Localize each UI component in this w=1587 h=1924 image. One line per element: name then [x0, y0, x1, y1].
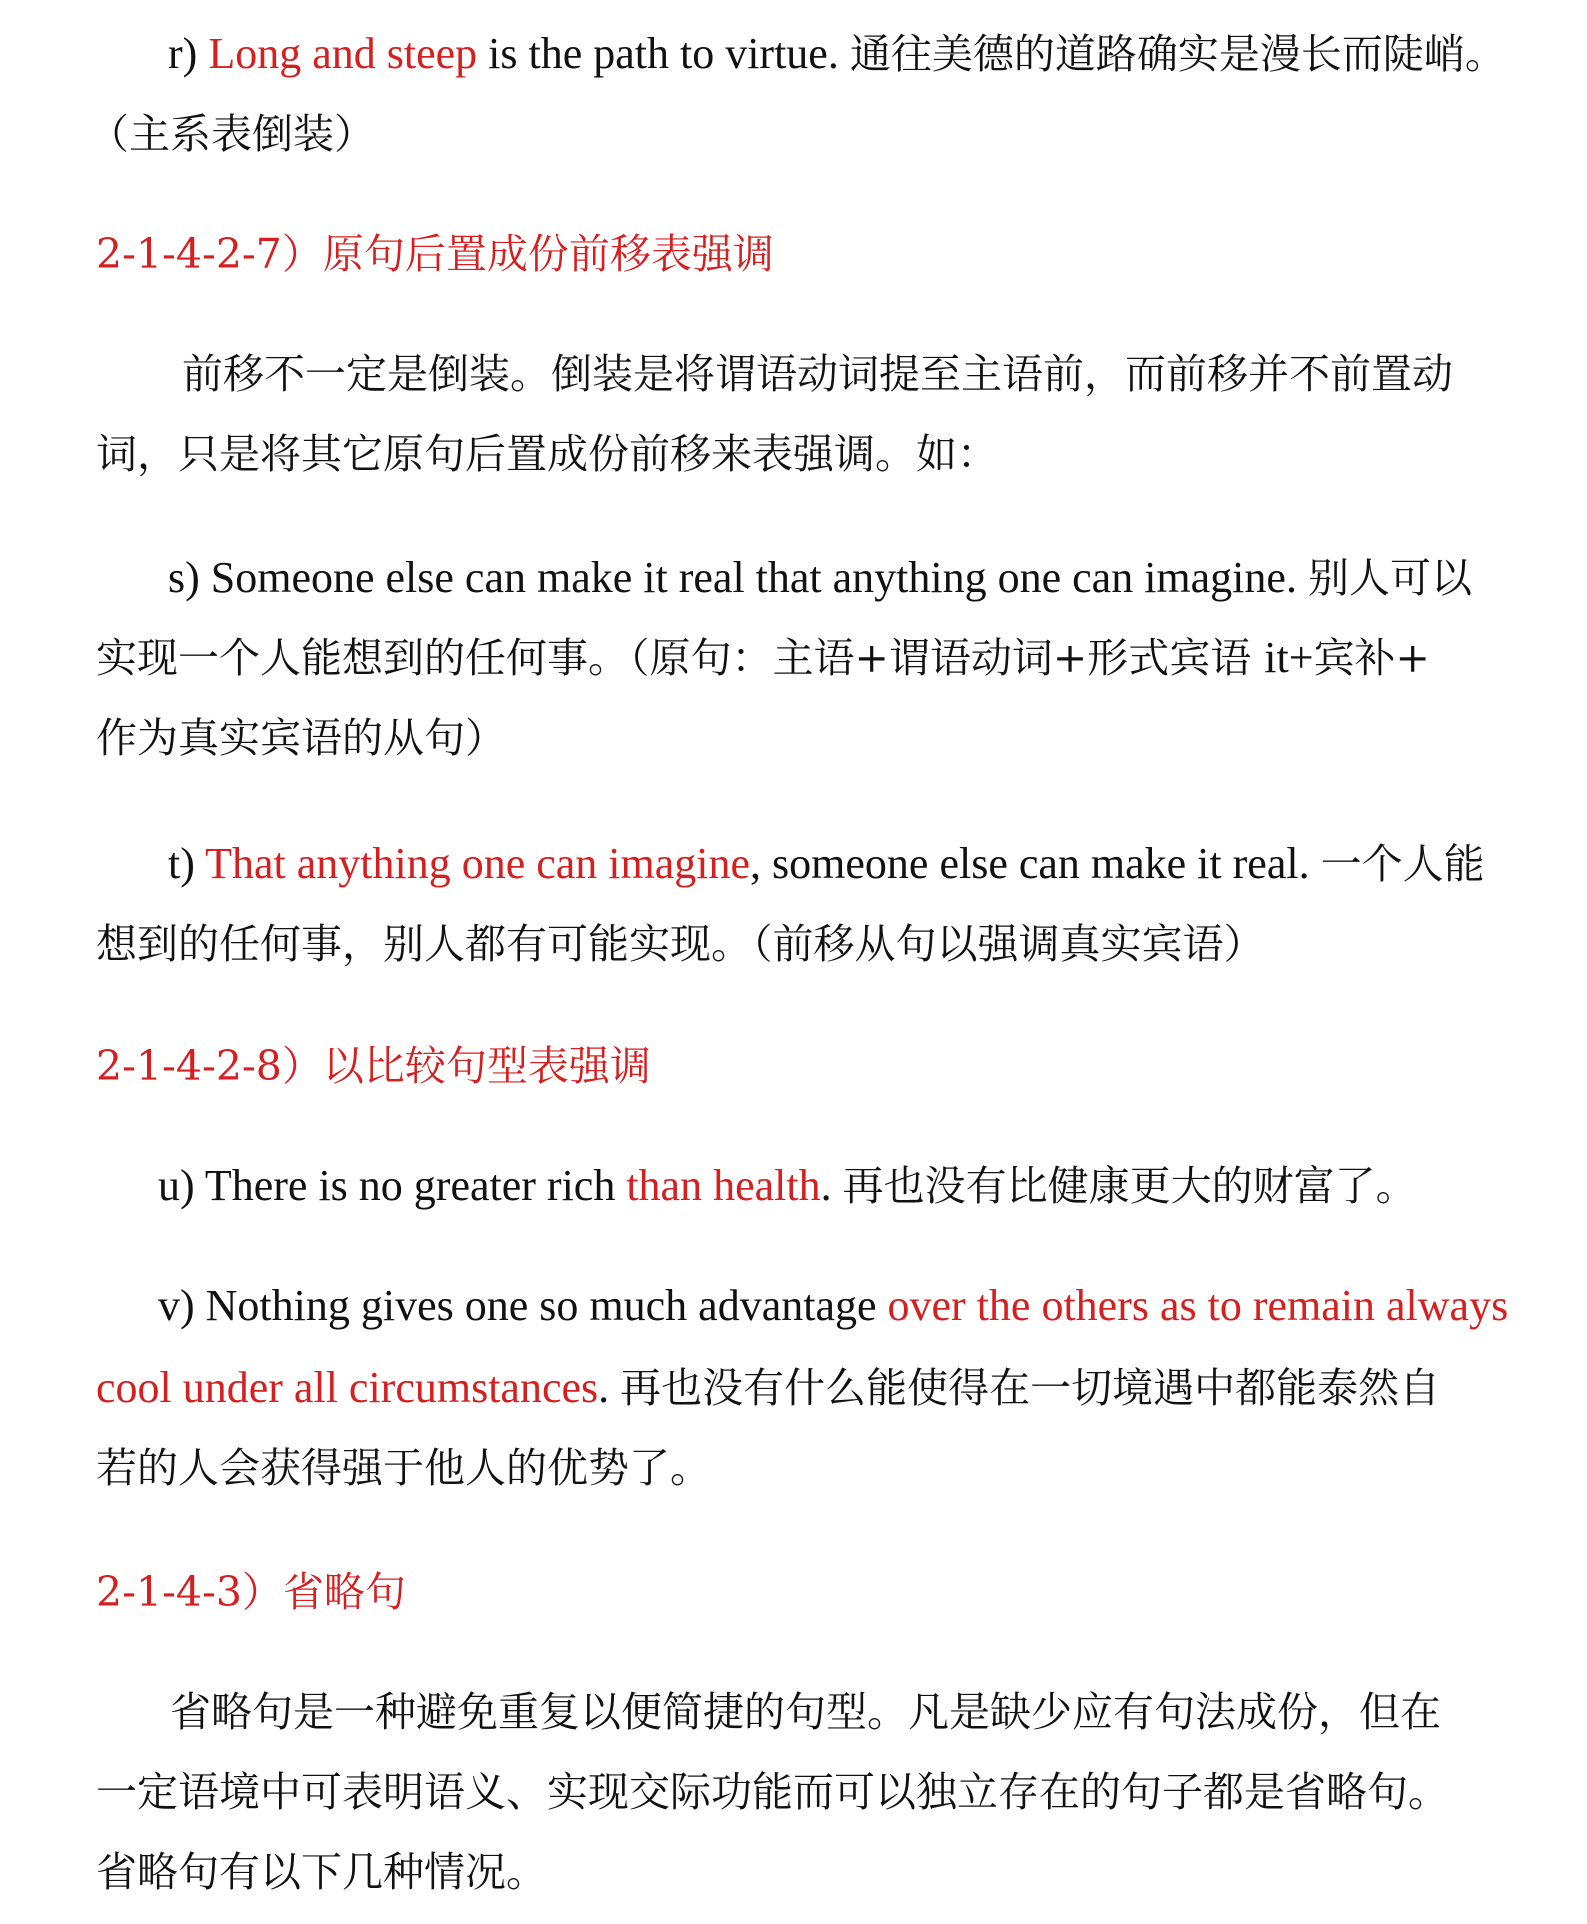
- example-t-emphasis: That anything one can imagine: [205, 839, 751, 888]
- section-heading-2-1-4-2-7: 2-1-4-2-7）原句后置成份前移表强调: [96, 230, 774, 278]
- example-s-line1: [168, 552, 1527, 604]
- example-v-chinese: 再也没有什么能使得在一切境遇中都能泰然自: [620, 1364, 1441, 1412]
- example-s-line2: [96, 632, 1527, 684]
- paragraph-ellipsis-line3: 省略句有以下几种情况。: [96, 1848, 547, 1896]
- example-v-line2: [96, 1362, 1527, 1414]
- example-v-emphasis-1: over the others as to remain always: [887, 1281, 1509, 1330]
- example-t-line2: 想到的任何事，别人都有可能实现。（前移从句以强调真实宾语）: [96, 920, 1265, 968]
- paragraph-fronting-line2: 词，只是将其它原句后置成份前移来表强调。如：: [96, 430, 998, 478]
- example-v-period: .: [598, 1363, 621, 1412]
- example-s-line2-a: 实现一个人能想到的任何事。（原句：主语+谓语动词+形式宾语: [96, 634, 1265, 682]
- example-s-chinese-start: 别人可以: [1307, 554, 1472, 602]
- example-s-line3: 作为真实宾语的从句）: [96, 714, 506, 762]
- example-v-line1: [158, 1280, 1527, 1332]
- example-v-emphasis-2: cool under all circumstances: [96, 1363, 599, 1412]
- paragraph-ellipsis-line2: 一定语境中可表明语义、实现交际功能而可以独立存在的句子都是省略句。: [96, 1768, 1449, 1816]
- example-u-chinese: 再也没有比健康更大的财富了。: [842, 1162, 1417, 1210]
- example-u-emphasis: than health: [626, 1161, 821, 1210]
- section-heading-2-1-4-2-8: 2-1-4-2-8）以比较句型表强调: [96, 1042, 651, 1090]
- example-t-english: , someone else can make it real.: [750, 839, 1321, 888]
- example-v-english: v) Nothing gives one so much advantage: [158, 1281, 888, 1330]
- paragraph-fronting-line1: 前移不一定是倒装。倒装是将谓语动词提至主语前，而前移并不前置动: [182, 350, 1453, 398]
- paragraph-ellipsis-line1: 省略句是一种避免重复以便简捷的句型。凡是缺少应有句法成份，但在: [170, 1688, 1441, 1736]
- example-u-english: u) There is no greater rich: [158, 1161, 627, 1210]
- example-u-line1: [158, 1160, 1527, 1212]
- example-s-line2-it: it+: [1264, 633, 1314, 682]
- example-t-chinese-start: 一个人能: [1320, 840, 1485, 888]
- example-r-line1: [168, 28, 1527, 80]
- example-v-line3: 若的人会获得强于他人的优势了。: [96, 1444, 711, 1492]
- example-t-label: t): [168, 839, 206, 888]
- example-r-note: （主系表倒装）: [88, 110, 375, 158]
- example-t-line1: [168, 838, 1527, 890]
- example-r-chinese: 通往美德的道路确实是漫长而陡峭。: [849, 30, 1506, 78]
- example-s-line2-b: 宾补+: [1313, 634, 1430, 682]
- example-u-period: .: [820, 1161, 843, 1210]
- example-r-label: r): [168, 29, 209, 78]
- example-r-english: is the path to virtue.: [477, 29, 850, 78]
- example-s-english: s) Someone else can make it real that anything one can imagine.: [168, 553, 1308, 602]
- example-r-emphasis: Long and steep: [208, 29, 478, 78]
- section-heading-2-1-4-3: 2-1-4-3）省略句: [96, 1568, 406, 1616]
